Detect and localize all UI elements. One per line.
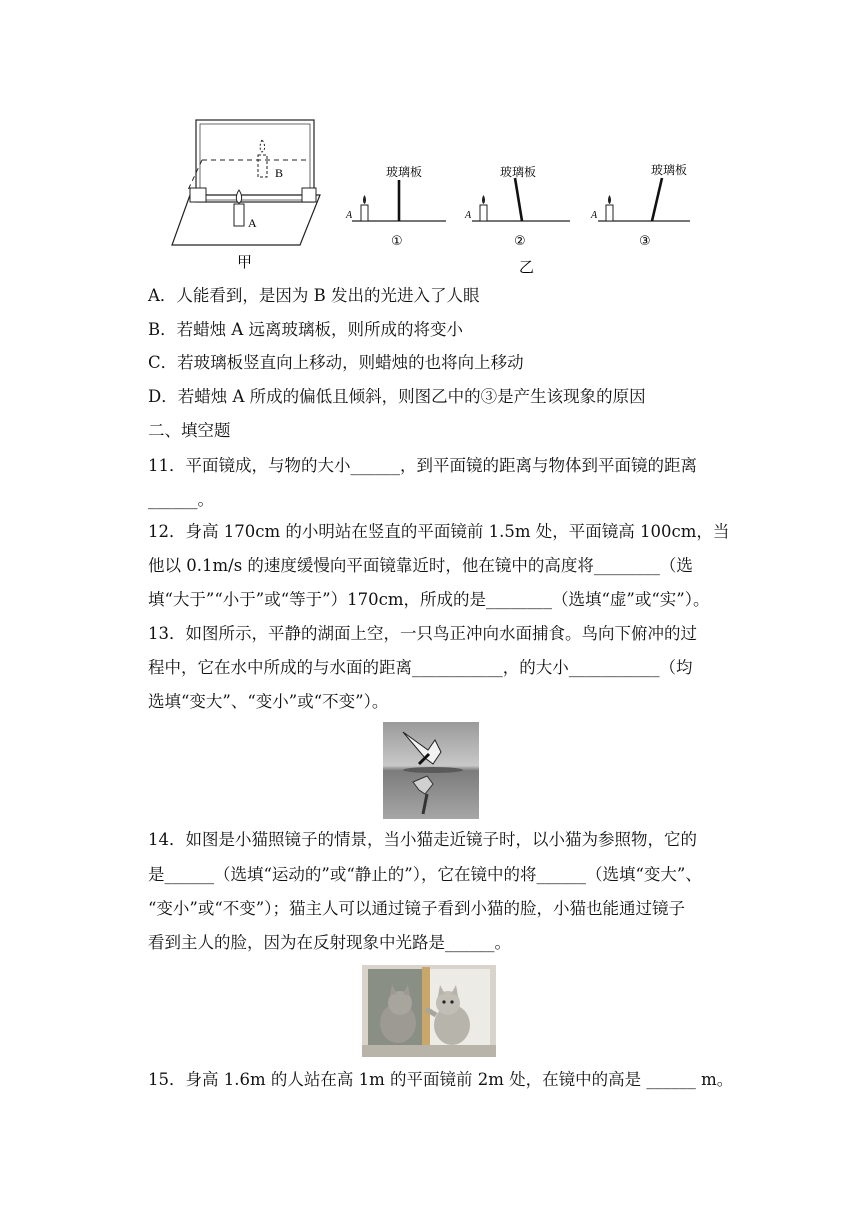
option-c: C．若玻璃板竖直向上移动，则蜡烛的也将向上移动 xyxy=(148,353,524,372)
cat-mirror-photo xyxy=(362,965,496,1057)
question-13-line-3: 选填“变大”、“变小”或“不变”）。 xyxy=(148,692,389,711)
option-a: A．人能看到，是因为 B 发出的光进入了人眼 xyxy=(148,286,480,305)
question-12-line-2: 他以 0.1m/s 的速度缓慢向平面镜靠近时，他在镜中的高度将________（选 xyxy=(148,556,693,575)
yi3-glass-label: 玻璃板 xyxy=(651,163,688,177)
question-11-line-1: 11．平面镜成，与物的大小______，到平面镜的距离与物体到平面镜的距离 xyxy=(148,456,697,475)
point-b-label: B xyxy=(275,166,284,180)
question-14-line-1: 14．如图是小猫照镜子的情景，当小猫走近镜子时，以小猫为参照物，它的 xyxy=(148,830,697,849)
sub-label-2: ② xyxy=(514,234,526,249)
sub-label-3: ③ xyxy=(639,234,651,249)
figure-jia-yi xyxy=(160,110,720,280)
yi2-point-a: A xyxy=(465,210,472,221)
sub-label-1: ① xyxy=(391,234,403,249)
question-14-line-2: 是______（选填“运动的”或“静止的”），它在镜中的将______（选填“变大”、 xyxy=(148,865,702,884)
figure-yi-caption: 乙 xyxy=(519,258,535,276)
yi1-glass-label: 玻璃板 xyxy=(386,165,423,179)
figure-jia-caption: 甲 xyxy=(237,253,253,271)
point-a-label: A xyxy=(248,216,257,230)
figure-yi-3 xyxy=(598,178,690,221)
experiment-diagram xyxy=(160,110,720,280)
section-heading: 二、填空题 xyxy=(148,421,231,440)
question-13-line-1: 13．如图所示，平静的湖面上空，一只鸟正冲向水面捕食。鸟向下俯冲的过 xyxy=(148,624,697,643)
yi1-point-a: A xyxy=(346,210,353,221)
figure-yi-1 xyxy=(352,180,446,221)
question-14-line-4: 看到主人的脸，因为在反射现象中光路是______。 xyxy=(148,933,511,952)
question-13-line-2: 程中，它在水中所成的与水面的距离___________，的大小___________（均 xyxy=(148,658,693,677)
question-12-line-3: 填“大于”“小于”或“等于”）170cm，所成的是________（选填“虚”或“实”）。 xyxy=(148,590,710,609)
question-11-line-2: ______。 xyxy=(148,490,214,509)
yi3-point-a: A xyxy=(591,210,598,221)
question-14-line-3: “变小”或“不变”）；猫主人可以通过镜子看到小猫的脸，小猫也能通过镜子 xyxy=(148,899,685,918)
question-15: 15．身高 1.6m 的人站在高 1m 的平面镜前 2m 处，在镜中的高是 ______ m。 xyxy=(148,1070,734,1089)
question-12-line-1: 12．身高 170cm 的小明站在竖直的平面镜前 1.5m 处，平面镜高 100cm，当 xyxy=(148,522,730,541)
figure-yi-2 xyxy=(472,178,570,221)
option-b: B．若蜡烛 A 远离玻璃板，则所成的将变小 xyxy=(148,320,464,339)
option-d: D．若蜡烛 A 所成的偏低且倾斜，则图乙中的③是产生该现象的原因 xyxy=(148,387,646,406)
figure-jia-diagram xyxy=(172,120,320,245)
bird-photo xyxy=(383,722,479,819)
yi2-glass-label: 玻璃板 xyxy=(500,165,537,179)
